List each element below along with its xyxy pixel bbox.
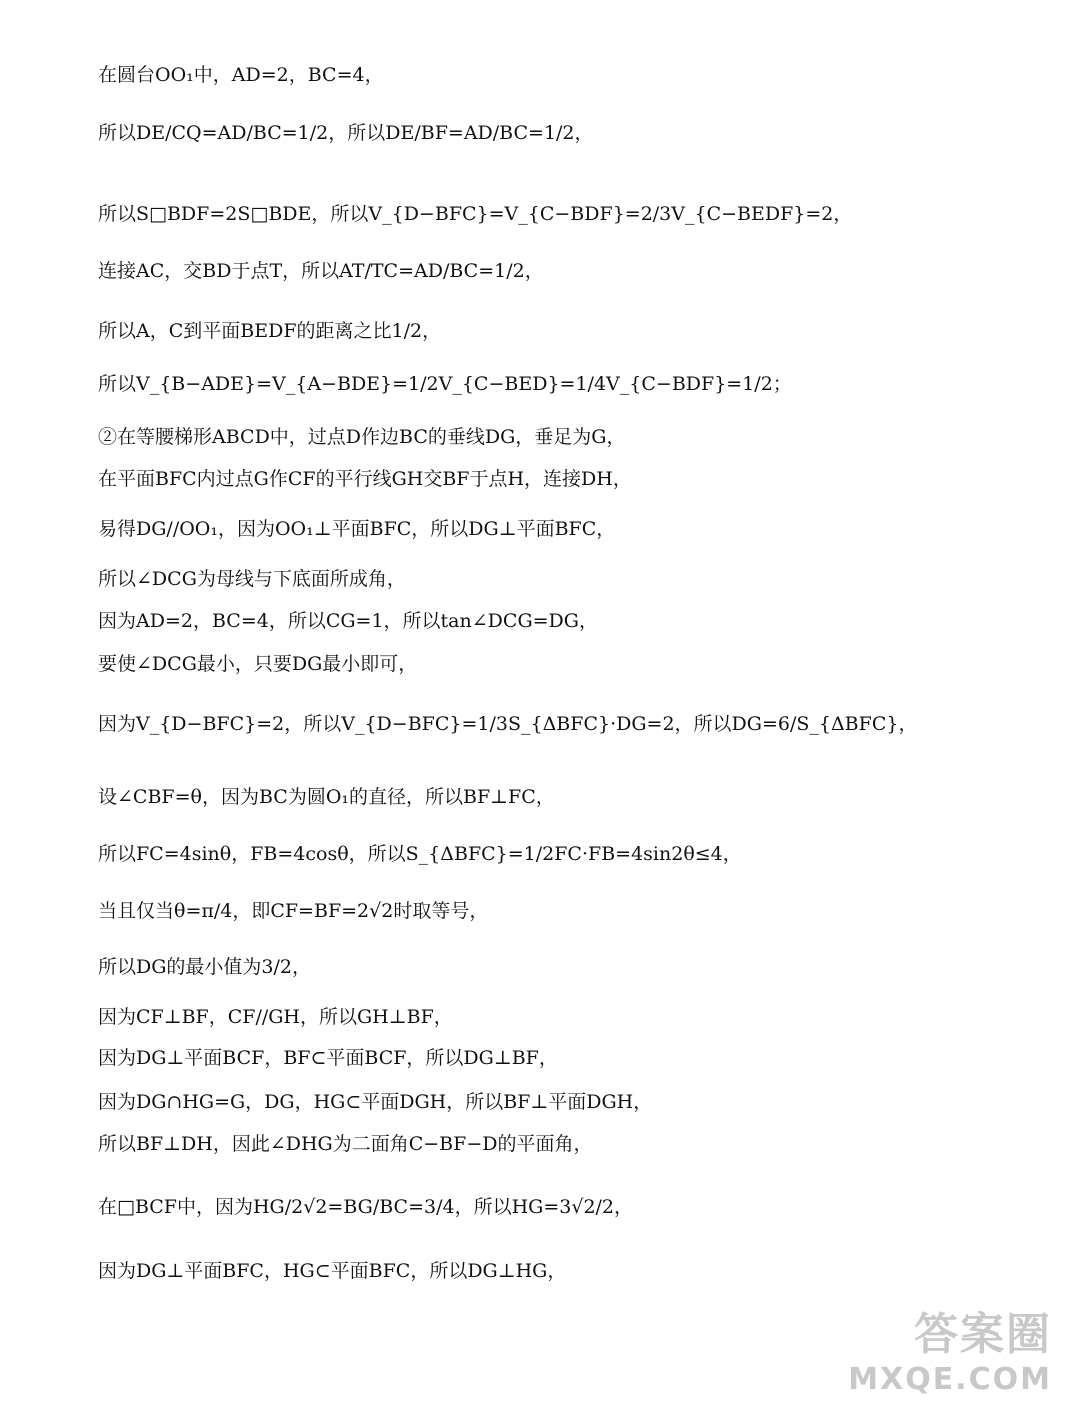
solution-line-21 bbox=[98, 1135, 592, 1154]
solution-line-14 bbox=[98, 788, 555, 807]
solution-line-16 bbox=[98, 902, 488, 921]
line-12-text: 要使∠DCG最小，只要DG最小即可， bbox=[98, 653, 418, 675]
line-2-text: 所以DE/CQ=AD/BC=1/2，所以DE/BF=AD/BC=1/2， bbox=[98, 122, 594, 144]
line-21-text: 所以BF⊥DH，因此∠DHG为二面角C−BF−D的平面角， bbox=[98, 1133, 593, 1155]
solution-line-11 bbox=[98, 612, 598, 631]
line-18-text: 因为CF⊥BF，CF//GH，所以GH⊥BF， bbox=[98, 1006, 453, 1028]
line-13-text: 因为V_{D−BFC}=2，所以V_{D−BFC}=1/3S_{ΔBFC}·DG=2，所以DG=6/S_{ΔBFC}， bbox=[98, 713, 918, 735]
watermark-url: MXQE.COM bbox=[848, 1362, 1052, 1397]
solution-line-17 bbox=[98, 958, 311, 977]
solution-line-18 bbox=[98, 1008, 453, 1027]
solution-line-1 bbox=[98, 66, 384, 85]
solution-line-5 bbox=[98, 322, 441, 341]
solution-line-8 bbox=[98, 470, 632, 489]
solution-line-20 bbox=[98, 1093, 652, 1112]
line-22-text: 在□BCF中，因为HG/2√2=BG/BC=3/4，所以HG=3√2/2， bbox=[98, 1196, 634, 1218]
solution-line-4 bbox=[98, 262, 544, 281]
line-23-text: 因为DG⊥平面BFC，HG⊂平面BFC，所以DG⊥HG， bbox=[98, 1260, 567, 1282]
site-watermark bbox=[848, 1298, 1052, 1397]
line-3-text: 所以S□BDF=2S□BDE，所以V_{D−BFC}=V_{C−BDF}=2/3V_{C−BEDF}=2， bbox=[98, 203, 853, 225]
solution-line-9 bbox=[98, 520, 615, 539]
solution-line-12 bbox=[98, 655, 417, 674]
line-11-text: 因为AD=2，BC=4，所以CG=1，所以tan∠DCG=DG， bbox=[98, 610, 598, 632]
solution-line-23 bbox=[98, 1262, 566, 1281]
watermark-logo-text: 答案圈 bbox=[914, 1309, 1052, 1360]
line-20-text: 因为DG∩HG=G，DG，HG⊂平面DGH，所以BF⊥平面DGH， bbox=[98, 1091, 653, 1113]
line-19-text: 因为DG⊥平面BCF，BF⊂平面BCF，所以DG⊥BF， bbox=[98, 1047, 558, 1069]
line-9-text: 易得DG//OO₁，因为OO₁⊥平面BFC，所以DG⊥平面BFC， bbox=[98, 518, 616, 540]
solution-line-15 bbox=[98, 845, 742, 864]
line-5-text: 所以A，C到平面BEDF的距离之比1/2， bbox=[98, 320, 442, 342]
line-14-text: 设∠CBF=θ，因为BC为圆O₁的直径，所以BF⊥FC， bbox=[98, 786, 555, 808]
solution-line-3 bbox=[98, 205, 852, 224]
line-4-text: 连接AC，交BD于点T，所以AT/TC=AD/BC=1/2， bbox=[98, 260, 544, 282]
line-15-text: 所以FC=4sinθ，FB=4cosθ，所以S_{ΔBFC}=1/2FC·FB=4sin2θ≤4， bbox=[98, 843, 742, 865]
solution-line-10 bbox=[98, 570, 406, 589]
line-10-text: 所以∠DCG为母线与下底面所成角， bbox=[98, 568, 406, 590]
solution-line-6 bbox=[98, 375, 792, 394]
line-6-text: 所以V_{B−ADE}=V_{A−BDE}=1/2V_{C−BED}=1/4V_{C−BDF}=1/2； bbox=[98, 373, 792, 395]
solution-line-22 bbox=[98, 1198, 633, 1217]
solution-line-2 bbox=[98, 124, 594, 143]
solution-line-19 bbox=[98, 1049, 558, 1068]
line-16-text: 当且仅当θ=π/4，即CF=BF=2√2时取等号， bbox=[98, 900, 489, 922]
solution-line-13 bbox=[98, 715, 917, 734]
line-17-text: 所以DG的最小值为3/2， bbox=[98, 956, 311, 978]
line-7-text: ②在等腰梯形ABCD中，过点D作边BC的垂线DG，垂足为G， bbox=[98, 426, 626, 448]
line-8-text: 在平面BFC内过点G作CF的平行线GH交BF于点H，连接DH， bbox=[98, 468, 632, 490]
line-1-text: 在圆台OO₁中，AD=2，BC=4， bbox=[98, 64, 384, 86]
solution-line-7 bbox=[98, 428, 625, 447]
